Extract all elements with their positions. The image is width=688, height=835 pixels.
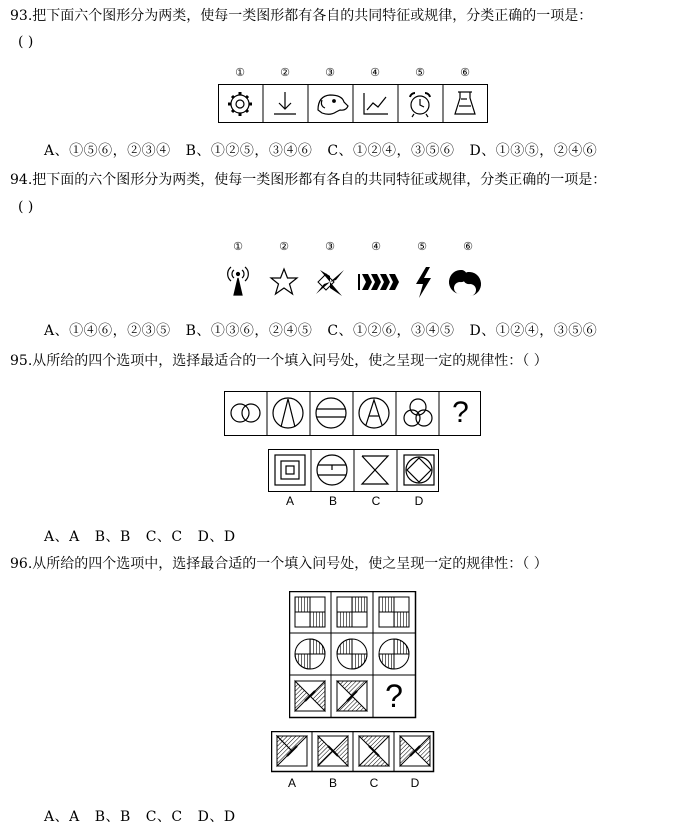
q94-options [44, 320, 607, 340]
q96-row2 [295, 639, 409, 669]
q95-choice-label-b: B [328, 494, 337, 508]
q93-label-4: ④ [370, 66, 380, 79]
q96-option-b[interactable]: B、B [94, 809, 131, 825]
q93-label-1: ① [235, 66, 245, 79]
q93-option-a[interactable]: A、①⑤⑥，②③④ [44, 143, 171, 159]
q94-label-3: ③ [325, 240, 335, 253]
q96-choice-label-d: D [410, 776, 420, 790]
q94-figure [222, 240, 482, 300]
q95-options [44, 526, 246, 546]
q94-option-c[interactable]: C、①②⑥，③④⑤ [327, 323, 455, 339]
q93-label-6: ⑥ [460, 66, 470, 79]
hourglass-icon [362, 456, 388, 484]
q95-question-mark: ? [452, 396, 469, 429]
q96-options [44, 806, 246, 826]
q93-icon-strip [218, 84, 488, 124]
three-circles-icon [404, 399, 432, 426]
q93-options [44, 140, 607, 160]
q96-option-d[interactable]: D、D [197, 809, 236, 825]
q95-choice-label-a: A [285, 494, 294, 508]
circle-triangle-icon [273, 398, 303, 428]
q94-label-6: ⑥ [463, 240, 473, 253]
q96-choice-label-a: A [287, 776, 296, 790]
q94-stem: 94.把下面的六个图形分为两类，使每一类图形都有各自的共同特征或规律，分类正确的一项是： [10, 172, 607, 188]
q94-option-a[interactable]: A、①④⑥，②③⑤ [44, 323, 171, 339]
yin-yang-icon [449, 270, 481, 296]
lightning-icon [416, 267, 431, 298]
line-chart-icon [364, 93, 388, 114]
chevrons-icon [358, 274, 399, 290]
q96-option-c[interactable]: C、C [145, 809, 183, 825]
q96-stem: 96.从所给的四个选项中，选择最合适的一个填入问号处，使之呈现一定的规律性：（ ） [10, 556, 548, 572]
two-circles-icon [231, 404, 260, 422]
circle-letter-a-icon [359, 398, 389, 428]
circle-lines-icon [316, 398, 346, 428]
q95-stem: 95.从所给的四个选项中，选择最适合的一个填入问号处，使之呈现一定的规律性：（ ） [10, 353, 548, 369]
q96-choice-label-c: C [369, 776, 379, 790]
q96-option-a[interactable]: A、A [44, 809, 80, 825]
q94-option-b[interactable]: B、①③⑥，②④⑤ [185, 323, 313, 339]
star-icon [271, 269, 297, 294]
q94-label-5: ⑤ [417, 240, 427, 253]
q96-row1 [295, 597, 409, 627]
alarm-clock-icon [410, 93, 430, 117]
choice-d-icon [400, 736, 430, 766]
pinwheel-icon [316, 270, 344, 296]
dog-head-icon [318, 95, 348, 114]
q96-choices [271, 731, 435, 773]
choice-a-icon [277, 736, 307, 766]
q93-option-d[interactable]: D、①③⑤，②④⑥ [469, 143, 598, 159]
q94-label-1: ① [233, 240, 243, 253]
choice-c-icon [359, 736, 389, 766]
circle-lines-t-icon [317, 455, 347, 485]
q96-choice-label-b: B [328, 776, 337, 790]
q94-option-d[interactable]: D、①②④，③⑤⑥ [469, 323, 598, 339]
q95-option-a[interactable]: A、A [44, 529, 80, 545]
nested-squares-icon [275, 455, 305, 485]
gear-icon [228, 92, 252, 116]
q94-label-4: ④ [371, 240, 381, 253]
q95-choice-label-c: C [371, 494, 381, 508]
q93-stem: 93.把下面六个图形分为两类，使每一类图形都有各自的共同特征或规律，分类正确的一项是： [10, 8, 593, 24]
q93-label-3: ③ [325, 66, 335, 79]
square-circle-diamond-icon [404, 455, 434, 485]
download-icon [274, 92, 296, 114]
antenna-icon [228, 267, 249, 295]
flask-icon [455, 92, 475, 114]
choice-b-icon [318, 736, 348, 766]
q95-choices [268, 449, 440, 493]
q94-icon-strip [222, 264, 484, 300]
q95-choice-label-d: D [414, 494, 424, 508]
q93-answer-blank: ( ) [18, 34, 34, 50]
q95-option-d[interactable]: D、D [197, 529, 236, 545]
q93-label-2: ② [280, 66, 290, 79]
q96-question-mark: ? [385, 678, 403, 714]
q93-label-5: ⑤ [415, 66, 425, 79]
q93-figure [218, 66, 488, 126]
q93-option-c[interactable]: C、①②④，③⑤⑥ [327, 143, 455, 159]
q94-answer-blank: ( ) [18, 199, 34, 215]
q95-option-b[interactable]: B、B [94, 529, 131, 545]
q93-option-b[interactable]: B、①②⑤，③④⑥ [185, 143, 313, 159]
q95-option-c[interactable]: C、C [145, 529, 183, 545]
q94-label-2: ② [279, 240, 289, 253]
